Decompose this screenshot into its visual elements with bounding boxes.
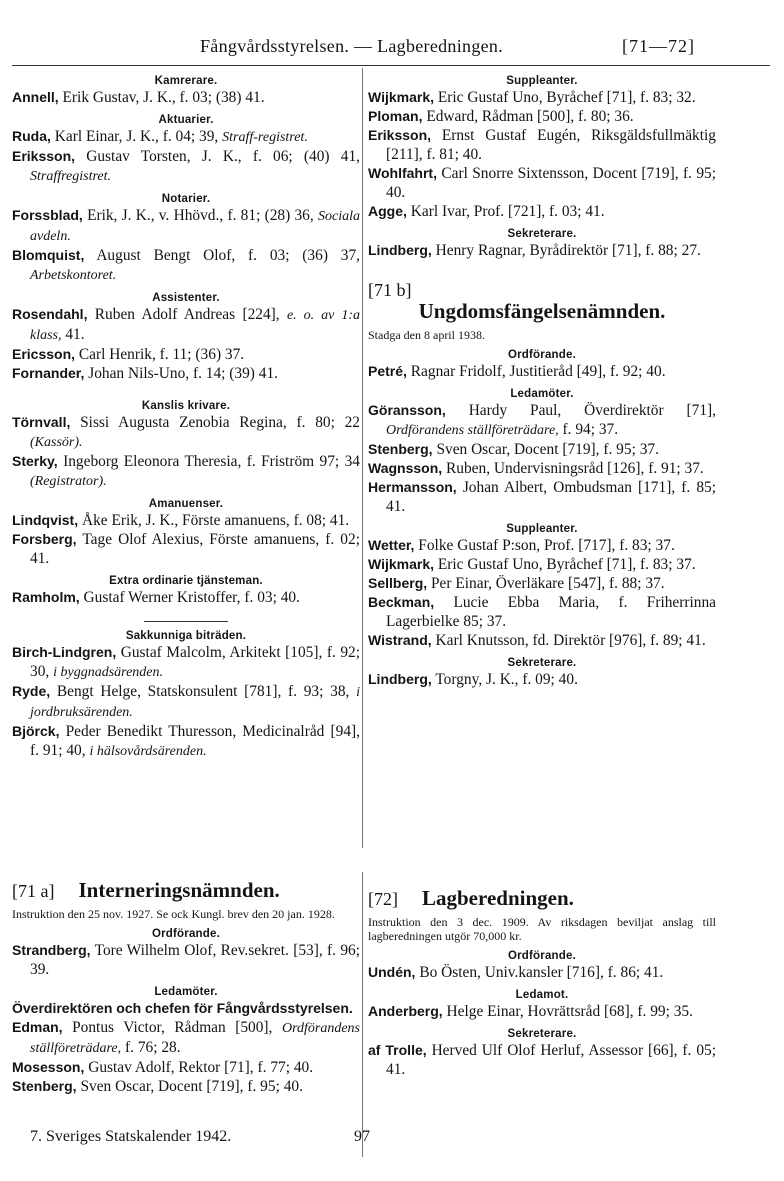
- entry-text: Henry Ragnar, Byrådirektör [71], f. 88; 27.: [435, 242, 701, 259]
- entry-note: i hälsovårdsärenden.: [89, 744, 207, 759]
- entry: [12, 147, 360, 186]
- entry-text: Eric Gustaf Uno, Byråchef [71], f. 83; 32.: [437, 89, 696, 106]
- entry-text: Gustaf Werner Kristoffer, f. 03; 40.: [83, 589, 300, 606]
- entry-name: Lindberg,: [368, 242, 432, 258]
- entry: [12, 246, 360, 285]
- entry-text: Lucie Ebba Maria, f. Friherrinna Lagerbielke 85; 37.: [386, 594, 716, 630]
- section-range: [71—72]: [622, 36, 695, 56]
- entry-note: Straffregistret.: [30, 169, 112, 184]
- board-title: [368, 280, 716, 324]
- entry-name: Wistrand,: [368, 632, 432, 648]
- spacer: [12, 383, 360, 393]
- entry: [12, 1077, 360, 1096]
- entry-text: Edward, Rådman [500], f. 80; 36.: [426, 108, 634, 125]
- entry-text: Pontus Victor, Rådman [500],: [72, 1019, 273, 1036]
- entry: [12, 682, 360, 722]
- right-column-lower: [368, 880, 716, 1079]
- entry-name: Sterky,: [12, 453, 58, 469]
- entry-text: Sven Oscar, Docent [719], f. 95; 40.: [80, 1078, 303, 1095]
- entry-name: Wijkmark,: [368, 89, 435, 105]
- entry: [12, 452, 360, 491]
- entry: [368, 440, 716, 459]
- entry-name: Ramholm,: [12, 589, 80, 605]
- entry-note: i jordbruksärenden.: [30, 685, 360, 720]
- entry-note: Straff-registret.: [222, 130, 308, 145]
- left-column-lower: [12, 872, 360, 1096]
- entry-text: Torgny, J. K., f. 09; 40.: [435, 671, 578, 688]
- entry-note: Sociala avdeln.: [30, 209, 360, 244]
- entry-name: Eriksson,: [368, 127, 432, 143]
- entry-name: Eriksson,: [12, 148, 76, 164]
- entry: [368, 574, 716, 593]
- instruction-note: Instruktion den 3 dec. 1909. Av riksdagen beviljat anslag till lagberedningen utgör 70,000 kr.: [368, 915, 716, 943]
- column-divider: [362, 68, 363, 848]
- entry: [12, 206, 360, 246]
- entry: [12, 305, 360, 345]
- header-rule: [12, 65, 770, 66]
- entry-text: Åke Erik, J. K., Förste amanuens, f. 08; 41.: [81, 512, 350, 529]
- entry: [368, 670, 716, 689]
- section-heading: Sakkunniga biträden.: [125, 630, 247, 642]
- entry-text: Eric Gustaf Uno, Byråchef [71], f. 83; 37.: [437, 556, 696, 573]
- entry-text: Ruben Adolf Andreas [224],: [94, 306, 280, 323]
- board-title: [368, 886, 716, 911]
- entry-text: Carl Snorre Sixtensson, Docent [719], f. 95; 40.: [386, 165, 716, 201]
- board-name: Lagberedningen.: [422, 886, 574, 910]
- entry: [12, 364, 360, 383]
- entry-name: Beckman,: [368, 594, 435, 610]
- entry: [12, 1018, 360, 1058]
- entry-note: i byggnadsärenden.: [53, 665, 164, 680]
- entry-text: Karl Knutsson, fd. Direktör [976], f. 89; 41.: [435, 632, 706, 649]
- entry-note: Ordförandens ställföreträdare,: [386, 423, 559, 438]
- entry-text: Ragnar Fridolf, Justitieråd [49], f. 92; 40.: [410, 363, 666, 380]
- entry-text: Karl Einar, J. K., f. 04; 39,: [54, 128, 219, 145]
- entry-text: Bengt Helge, Statskonsulent [781], f. 93; 38,: [56, 683, 350, 700]
- entry-text: Sissi Augusta Zenobia Regina, f. 80; 22: [80, 414, 360, 431]
- entry-name: Ploman,: [368, 108, 423, 124]
- instruction-note: Instruktion den 25 nov. 1927. Se ock Kungl. brev den 20 jan. 1928.: [12, 907, 335, 921]
- entry-text: Folke Gustaf P:son, Prof. [717], f. 83; 37.: [418, 537, 675, 554]
- entry-name: Mosesson,: [12, 1059, 85, 1075]
- entry-note: Ordförandens ställföreträdare,: [30, 1021, 360, 1056]
- entry-name: Birch-Lindgren,: [12, 644, 117, 660]
- entry: [368, 478, 716, 516]
- entry: [368, 555, 716, 574]
- entry: [12, 999, 360, 1018]
- entry-name: Wohlfahrt,: [368, 165, 437, 181]
- entry: [12, 127, 360, 147]
- entry-tail: f. 94; 37.: [562, 421, 619, 438]
- column-divider-lower: [362, 872, 363, 1157]
- entry-name: Stenberg,: [12, 1078, 77, 1094]
- entry-name: Stenberg,: [368, 441, 433, 457]
- entry: [368, 536, 716, 555]
- section-heading: Sekreterare.: [507, 657, 577, 669]
- entry-text: Gustav Adolf, Rektor [71], f. 77; 40.: [88, 1059, 314, 1076]
- entry-note: (Registrator).: [30, 474, 107, 489]
- footer-publication: 7. Sveriges Statskalender 1942.: [30, 1128, 232, 1145]
- entry-text: Carl Henrik, f. 11; (36) 37.: [78, 346, 245, 363]
- section-heading: Suppleanter.: [506, 523, 578, 535]
- section-heading: Ordförande.: [507, 950, 576, 962]
- entry-text: August Bengt Olof, f. 03; (36) 37,: [96, 247, 360, 264]
- board-title: [12, 878, 360, 903]
- spacer: [368, 260, 716, 274]
- entry-name: Agge,: [368, 203, 407, 219]
- entry-name: Forssblad,: [12, 207, 83, 223]
- section-heading: Ledamöter.: [510, 388, 574, 400]
- instruction-note: Stadga den 8 april 1938.: [368, 328, 485, 342]
- entry-name: Blomquist,: [12, 247, 85, 263]
- entry-text: Per Einar, Överläkare [547], f. 88; 37.: [431, 575, 665, 592]
- entry-text: Tage Olof Alexius, Förste amanuens, f. 02; 41.: [30, 531, 360, 567]
- entry-name: Sellberg,: [368, 575, 428, 591]
- entry-name: Wijkmark,: [368, 556, 435, 572]
- section-heading: Kamrerare.: [154, 75, 218, 87]
- entry-name: Anderberg,: [368, 1003, 443, 1019]
- entry: [368, 362, 716, 381]
- entry-name: Lindqvist,: [12, 512, 79, 528]
- entry-text: Bo Östen, Univ.kansler [716], f. 86; 41.: [419, 964, 664, 981]
- entry: [12, 941, 360, 979]
- section-heading: Notarier.: [161, 193, 211, 205]
- section-heading: Sekreterare.: [507, 228, 577, 240]
- entry-text: Peder Benedikt Thuresson, Medicinalråd [94], f. 91; 40,: [30, 723, 360, 759]
- board-number: [71 a]: [12, 881, 55, 901]
- entry-text: Sven Oscar, Docent [719], f. 95; 37.: [436, 441, 659, 458]
- entry-name: Wagnsson,: [368, 460, 443, 476]
- entry: [368, 126, 716, 164]
- entry-text: Ruben, Undervisningsråd [126], f. 91; 37.: [446, 460, 704, 477]
- entry-name: Forsberg,: [12, 531, 77, 547]
- entry: [368, 401, 716, 440]
- entry: [368, 459, 716, 478]
- section-heading: Ordförande.: [507, 349, 576, 361]
- entry-name: Ruda,: [12, 128, 51, 144]
- section-heading: Extra ordinarie tjänsteman.: [109, 575, 263, 587]
- entry-tail: 41.: [65, 326, 85, 343]
- section-heading: Sekreterare.: [507, 1028, 577, 1040]
- entry-name: Hermansson,: [368, 479, 457, 495]
- entry-text: Hardy Paul, Överdirektör [71],: [468, 402, 716, 419]
- board-number: [72]: [368, 889, 398, 909]
- entry: [12, 588, 360, 607]
- entry-name: Undén,: [368, 964, 416, 980]
- entry-name: Petré,: [368, 363, 407, 379]
- entry-name: Törnvall,: [12, 414, 71, 430]
- section-heading: Ledamöter.: [154, 986, 218, 998]
- entry: [12, 643, 360, 682]
- entry-name: Fornander,: [12, 365, 85, 381]
- entry: [368, 963, 716, 982]
- entry: [12, 722, 360, 761]
- entry: [368, 88, 716, 107]
- entry-text: Erik, J. K., v. Hhövd., f. 81; (28) 36,: [87, 207, 314, 224]
- section-heading: Aktuarier.: [158, 114, 214, 126]
- page-number: 97: [354, 1128, 370, 1145]
- section-heading: Assistenter.: [152, 292, 220, 304]
- entry-name: Björck,: [12, 723, 60, 739]
- entry: [12, 511, 360, 530]
- entry: [12, 413, 360, 452]
- entry-text: Ingeborg Eleonora Theresia, f. Friström 97; 34: [63, 453, 360, 470]
- entry: [368, 107, 716, 126]
- entry-tail: f. 76; 28.: [125, 1039, 181, 1056]
- page-header: [0, 36, 784, 62]
- entry: [368, 164, 716, 202]
- entry-note: (Kassör).: [30, 435, 83, 450]
- entry: [368, 1002, 716, 1021]
- entry-name: Ericsson,: [12, 346, 76, 362]
- entry: [12, 530, 360, 568]
- entry-note: e. o. av 1:a klass,: [30, 308, 360, 343]
- right-column: [368, 68, 716, 689]
- entry-text: Herved Ulf Olof Herluf, Assessor [66], f. 05; 41.: [386, 1042, 716, 1078]
- board-name: Interneringsnämnden.: [78, 878, 280, 902]
- entry-text: Johan Albert, Ombudsman [171], f. 85; 41.: [386, 479, 716, 515]
- entry: [368, 631, 716, 650]
- section-heading: Ordförande.: [151, 928, 220, 940]
- entry-text: Gustaf Malcolm, Arkitekt [105], f. 92; 30,: [30, 644, 360, 680]
- entry-name: Edman,: [12, 1019, 63, 1035]
- entry: [368, 241, 716, 260]
- section-heading: Amanuenser.: [148, 498, 224, 510]
- entry-text: Karl Ivar, Prof. [721], f. 03; 41.: [410, 203, 605, 220]
- entry-text: Erik Gustav, J. K., f. 03; (38) 41.: [62, 89, 265, 106]
- board-number: [71 b]: [368, 280, 412, 300]
- entry-text: Johan Nils-Uno, f. 14; (39) 41.: [88, 365, 279, 382]
- section-heading: Ledamot.: [515, 989, 569, 1001]
- section-heading: Kanslis krivare.: [141, 400, 231, 412]
- entry-name: Wetter,: [368, 537, 415, 553]
- entry-name: Lindberg,: [368, 671, 432, 687]
- entry-text: Helge Einar, Hovrättsråd [68], f. 99; 35.: [446, 1003, 693, 1020]
- entry: [12, 88, 360, 107]
- entry-name: Rosendahl,: [12, 306, 88, 322]
- entry-name: af Trolle,: [368, 1042, 427, 1058]
- entry-name: Överdirektören och chefen för Fångvårdsstyrelsen.: [12, 1000, 353, 1016]
- entry-text: Ernst Gustaf Eugén, Riksgäldsfullmäktig [211], f. 81; 40.: [386, 127, 716, 163]
- entry-name: Annell,: [12, 89, 59, 105]
- entry: [368, 593, 716, 631]
- entry: [12, 345, 360, 364]
- entry: [12, 1058, 360, 1077]
- entry-name: Ryde,: [12, 683, 51, 699]
- section-heading: Suppleanter.: [506, 75, 578, 87]
- entry: [368, 1041, 716, 1079]
- entry-name: Strandberg,: [12, 942, 91, 958]
- short-rule: [144, 621, 228, 622]
- entry-text: Gustav Torsten, J. K., f. 06; (40) 41,: [86, 148, 360, 165]
- board-name: Ungdomsfängelsenämnden.: [418, 299, 666, 323]
- entry: [368, 202, 716, 221]
- entry-name: Göransson,: [368, 402, 446, 418]
- left-column: [12, 68, 360, 761]
- entry-note: Arbetskontoret.: [30, 268, 117, 283]
- entry-text: Tore Wilhelm Olof, Rev.sekret. [53], f. 96; 39.: [30, 942, 360, 978]
- running-title: Fångvårdsstyrelsen. — Lagberedningen.: [200, 36, 504, 56]
